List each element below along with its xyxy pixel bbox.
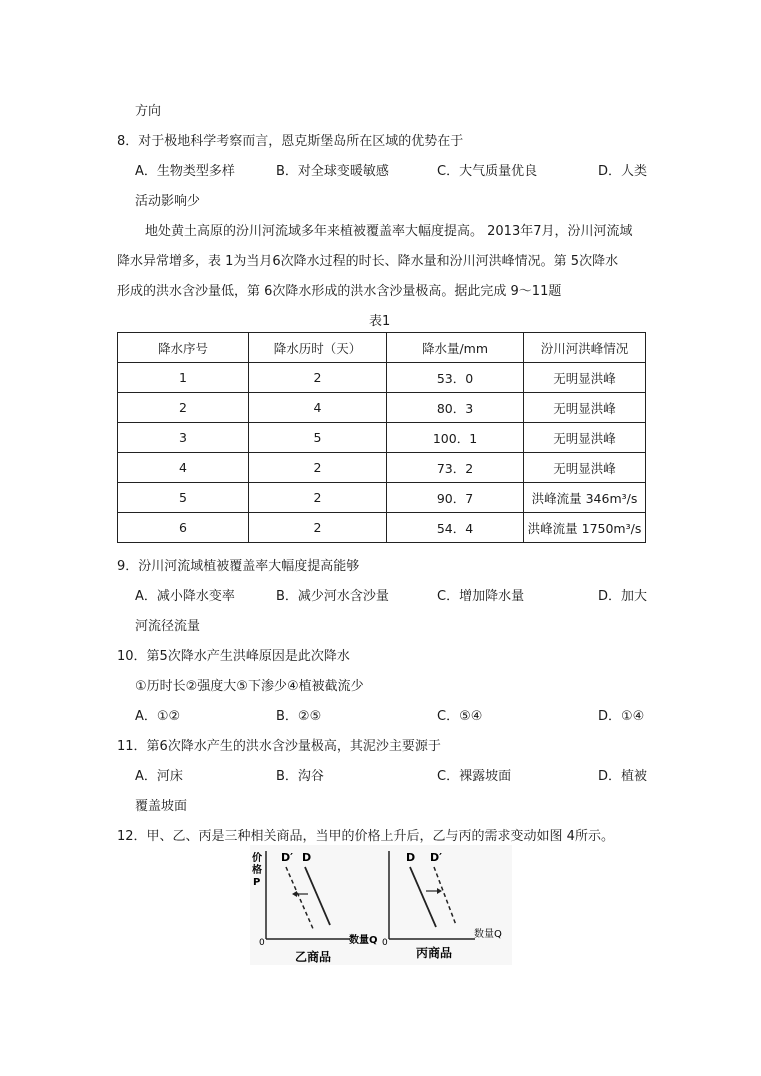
q11-option-d: D．植被 <box>598 769 648 784</box>
origin-label: 0 <box>259 938 265 948</box>
q9-option-a: A．减小降水变率 <box>135 589 235 604</box>
table-cell: 80．3 <box>387 393 524 423</box>
origin-label: 0 <box>382 938 388 948</box>
curve-label-d: D <box>406 851 416 864</box>
table-cell: 洪峰流量 346m³/s <box>524 483 646 513</box>
q9-option-d-continued: 河流径流量 <box>135 619 201 634</box>
table-cell: 90．7 <box>387 483 524 513</box>
question-8: 8．对于极地科学考察而言，恩克斯堡岛所在区域的优势在于 <box>117 134 464 149</box>
table-row <box>118 483 646 513</box>
table-row <box>118 453 646 483</box>
curve-label-d: D <box>302 851 312 864</box>
table-cell: 6 <box>118 513 249 543</box>
table-row <box>118 363 646 393</box>
table-cell: 2 <box>249 363 387 393</box>
q9-option-b: B．减少河水含沙量 <box>276 589 389 604</box>
caption-left: 乙商品 <box>295 950 332 964</box>
q8-option-b: B．对全球变暖敏感 <box>276 164 389 179</box>
q8-option-a: A．生物类型多样 <box>135 164 235 179</box>
table-cell: 4 <box>249 393 387 423</box>
table-title: 表1 <box>369 314 391 329</box>
y-axis-label-price: 价 <box>252 853 262 864</box>
curve-label-d-prime: D′ <box>281 851 294 864</box>
table-cell: 洪峰流量 1750m³/s <box>524 513 646 543</box>
demand-shift-figure <box>250 845 512 965</box>
question-11: 11．第6次降水产生的洪水含沙量极高，其泥沙主要源于 <box>117 739 441 754</box>
paragraph-line-3: 形成的洪水含沙量低，第 6次降水形成的洪水含沙量极高。据此完成 9～11题 <box>117 284 562 299</box>
q11-option-d-continued: 覆盖坡面 <box>135 799 188 814</box>
y-axis-label-p: P <box>253 877 261 888</box>
paragraph-line-1: 地处黄土高原的汾川河流域多年来植被覆盖率大幅度提高。 2013年7月，汾川河流域 <box>145 224 633 239</box>
y-axis-label-price: 格 <box>252 865 262 876</box>
q11-option-c: C．裸露坡面 <box>437 769 512 784</box>
table-row <box>118 513 646 543</box>
table-cell: 无明显洪峰 <box>524 393 646 423</box>
table-cell: 4 <box>118 453 249 483</box>
table-cell: 53．0 <box>387 363 524 393</box>
q10-option-d: D．①④ <box>598 709 645 724</box>
q8-option-c: C．大气质量优良 <box>437 164 538 179</box>
table-cell: 无明显洪峰 <box>524 423 646 453</box>
q11-option-a: A．河床 <box>135 769 183 784</box>
q9-option-d: D．加大 <box>598 589 648 604</box>
paragraph-line-2: 降水异常增多，表 1为当月6次降水过程的时长、降水量和汾川河洪峰情况。第 5次降水 <box>117 254 619 269</box>
table-cell: 2 <box>118 393 249 423</box>
table-cell: 5 <box>249 423 387 453</box>
table-row <box>118 393 646 423</box>
header-rain-amount: 降水量/mm <box>387 333 524 363</box>
header-flood-peak: 汾川河洪峰情况 <box>524 333 646 363</box>
table-cell: 2 <box>249 483 387 513</box>
question-9: 9．汾川河流域植被覆盖率大幅度提高能够 <box>117 559 360 574</box>
q8-option-d-continued: 活动影响少 <box>135 194 201 209</box>
table-cell: 2 <box>249 453 387 483</box>
table-cell: 73．2 <box>387 453 524 483</box>
text-line: 方向 <box>135 104 162 119</box>
q10-option-c: C．⑤④ <box>437 709 483 724</box>
header-rain-duration: 降水历时（天） <box>249 333 387 363</box>
table-cell: 1 <box>118 363 249 393</box>
q8-option-d: D．人类 <box>598 164 648 179</box>
table-cell: 3 <box>118 423 249 453</box>
q11-option-b: B．沟谷 <box>276 769 324 784</box>
table-cell: 无明显洪峰 <box>524 453 646 483</box>
table-cell: 54．4 <box>387 513 524 543</box>
x-axis-label-quantity: 数量Q <box>474 929 502 940</box>
table-cell: 5 <box>118 483 249 513</box>
table-row <box>118 423 646 453</box>
rainfall-table <box>117 332 646 543</box>
caption-right: 丙商品 <box>416 946 453 960</box>
q10-option-a: A．①② <box>135 709 181 724</box>
question-10: 10．第5次降水产生洪峰原因是此次降水 <box>117 649 350 664</box>
curve-label-d-prime: D′ <box>430 851 443 864</box>
x-axis-label-quantity: 数量Q <box>349 935 378 946</box>
table-cell: 100．1 <box>387 423 524 453</box>
table-cell: 无明显洪峰 <box>524 363 646 393</box>
q10-statements: ①历时长②强度大⑤下渗少④植被截流少 <box>135 679 364 694</box>
table-header-row <box>118 333 646 363</box>
header-rain-number: 降水序号 <box>118 333 249 363</box>
question-12: 12．甲、乙、丙是三种相关商品，当甲的价格上升后，乙与丙的需求变动如图 4所示。 <box>117 829 614 844</box>
q9-option-c: C．增加降水量 <box>437 589 525 604</box>
table-cell: 2 <box>249 513 387 543</box>
q10-option-b: B．②⑤ <box>276 709 322 724</box>
